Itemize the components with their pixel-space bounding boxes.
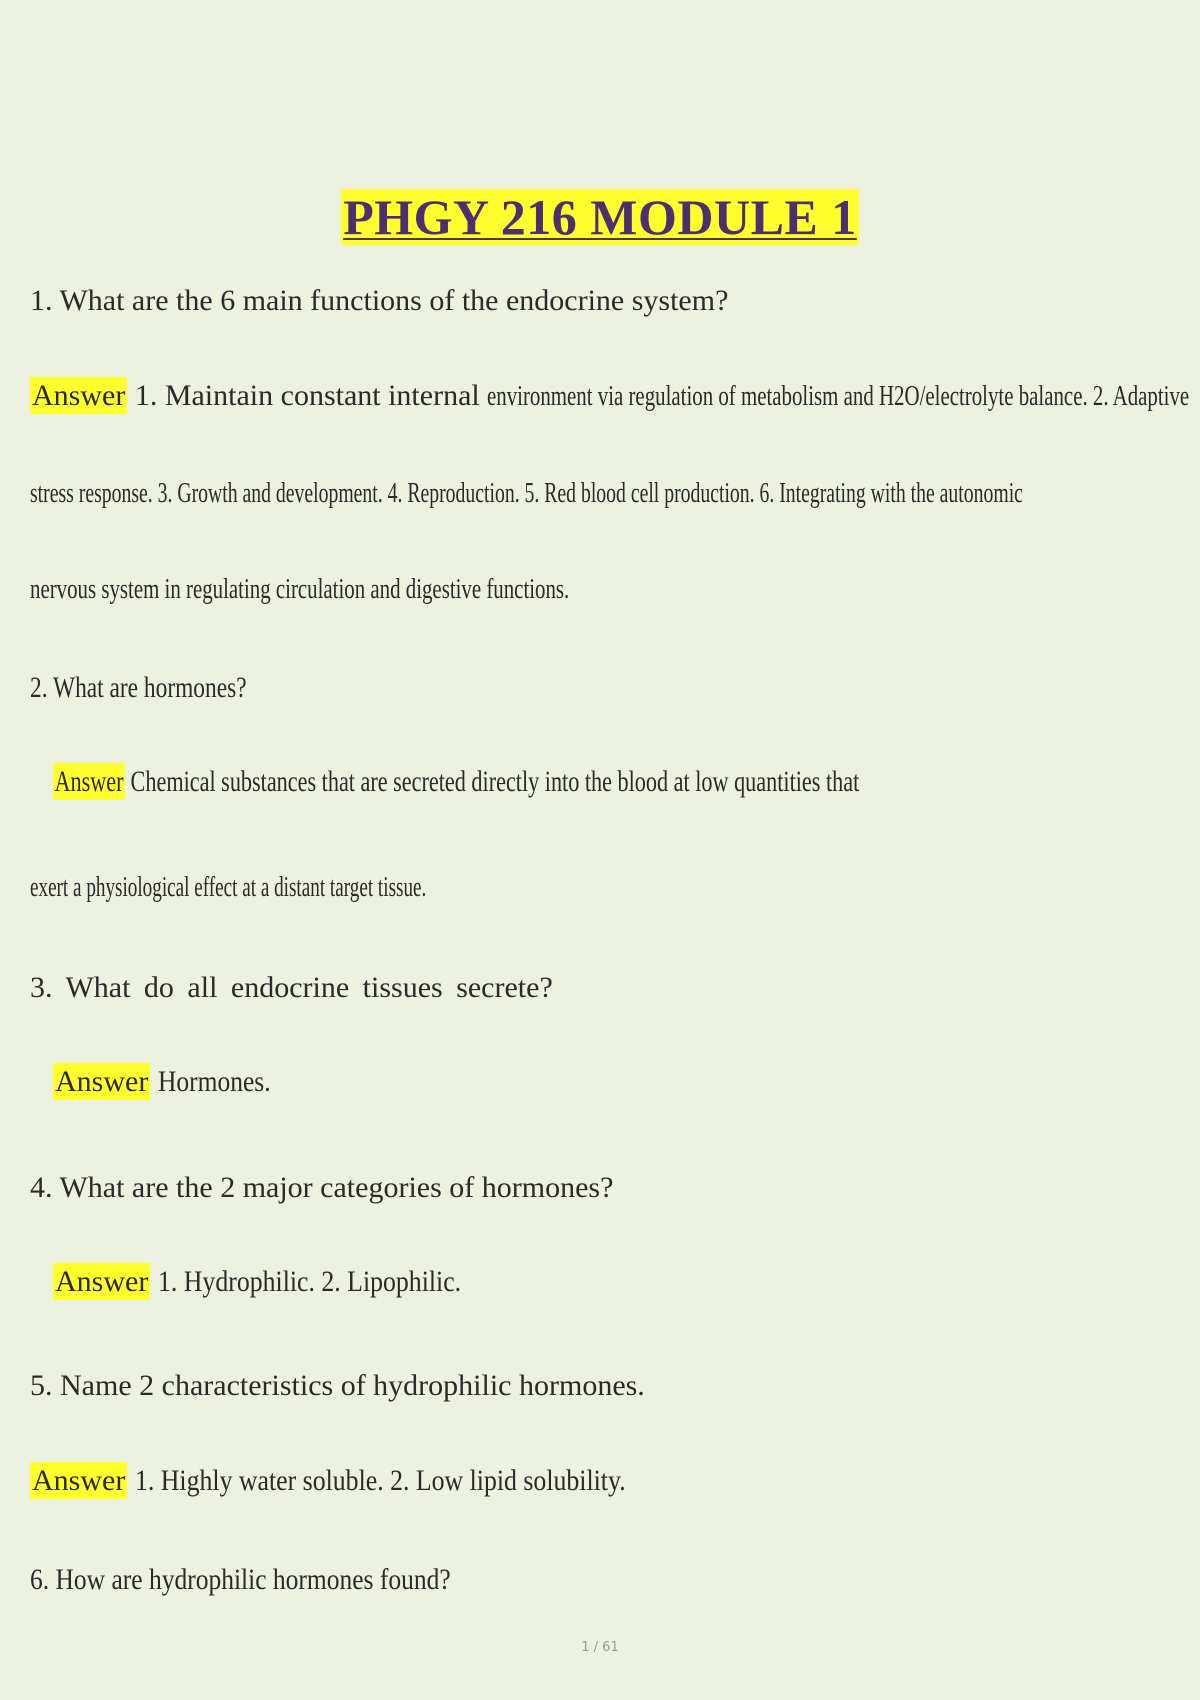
question-2 xyxy=(30,673,308,703)
question-3: 3. What do all endocrine tissues secrete? xyxy=(30,971,553,1004)
answer-label: Answer xyxy=(32,379,126,412)
answer-2-text-line-2: exert a physiological effect at a distant target tissue. xyxy=(30,871,427,903)
answer-2-line-1 xyxy=(53,767,1143,797)
page-title-text: PHGY 216 MODULE 1 xyxy=(343,189,857,245)
answer-4-text: 1. Hydrophilic. 2. Lipophilic. xyxy=(157,1265,461,1298)
question-4: 4. What are the 2 major categories of hormones? xyxy=(30,1171,614,1204)
question-5: 5. Name 2 characteristics of hydrophilic hormones. xyxy=(30,1369,645,1402)
answer-5 xyxy=(30,1466,705,1496)
answer-3-text: Hormones. xyxy=(157,1065,271,1098)
answer-2-text-line-1: Chemical substances that are secreted directly into the blood at low quantities that xyxy=(130,765,860,798)
question-6 xyxy=(30,1565,525,1595)
answer-5-text: 1. Highly water soluble. 2. Low lipid solubility. xyxy=(134,1464,626,1497)
answer-1-line-2 xyxy=(30,478,1200,508)
answer-4 xyxy=(53,1267,510,1297)
answer-2-line-2 xyxy=(30,872,630,902)
answer-3 xyxy=(53,1067,290,1097)
answer-label: Answer xyxy=(55,1265,149,1298)
answer-1-text-line-2: stress response. 3. Growth and development. 4. Reproduction. 5. Red blood cell production. 6. Integrating with the autonomic xyxy=(30,477,1023,509)
answer-1-text-line-3: nervous system in regulating circulation and digestive functions. xyxy=(30,573,570,605)
question-2-text: 2. What are hormones? xyxy=(30,671,247,704)
question-6-text: 6. How are hydrophilic hormones found? xyxy=(30,1563,451,1596)
answer-label: Answer xyxy=(55,1065,149,1098)
answer-1-line-1 xyxy=(30,381,1200,411)
page-indicator: 1 / 61 xyxy=(581,1640,619,1655)
answer-label: Answer xyxy=(32,1464,126,1497)
page-title xyxy=(0,188,1200,246)
question-1: 1. What are the 6 main functions of the endocrine system? xyxy=(30,284,729,317)
answer-1-text-a: 1. Maintain constant internal xyxy=(134,379,480,412)
answer-1-text-b: environment via regulation of metabolism and H2O/electrolyte balance. 2. Adaptive xyxy=(487,380,1190,412)
answer-1-line-3 xyxy=(30,574,779,604)
answer-label: Answer xyxy=(54,765,124,798)
